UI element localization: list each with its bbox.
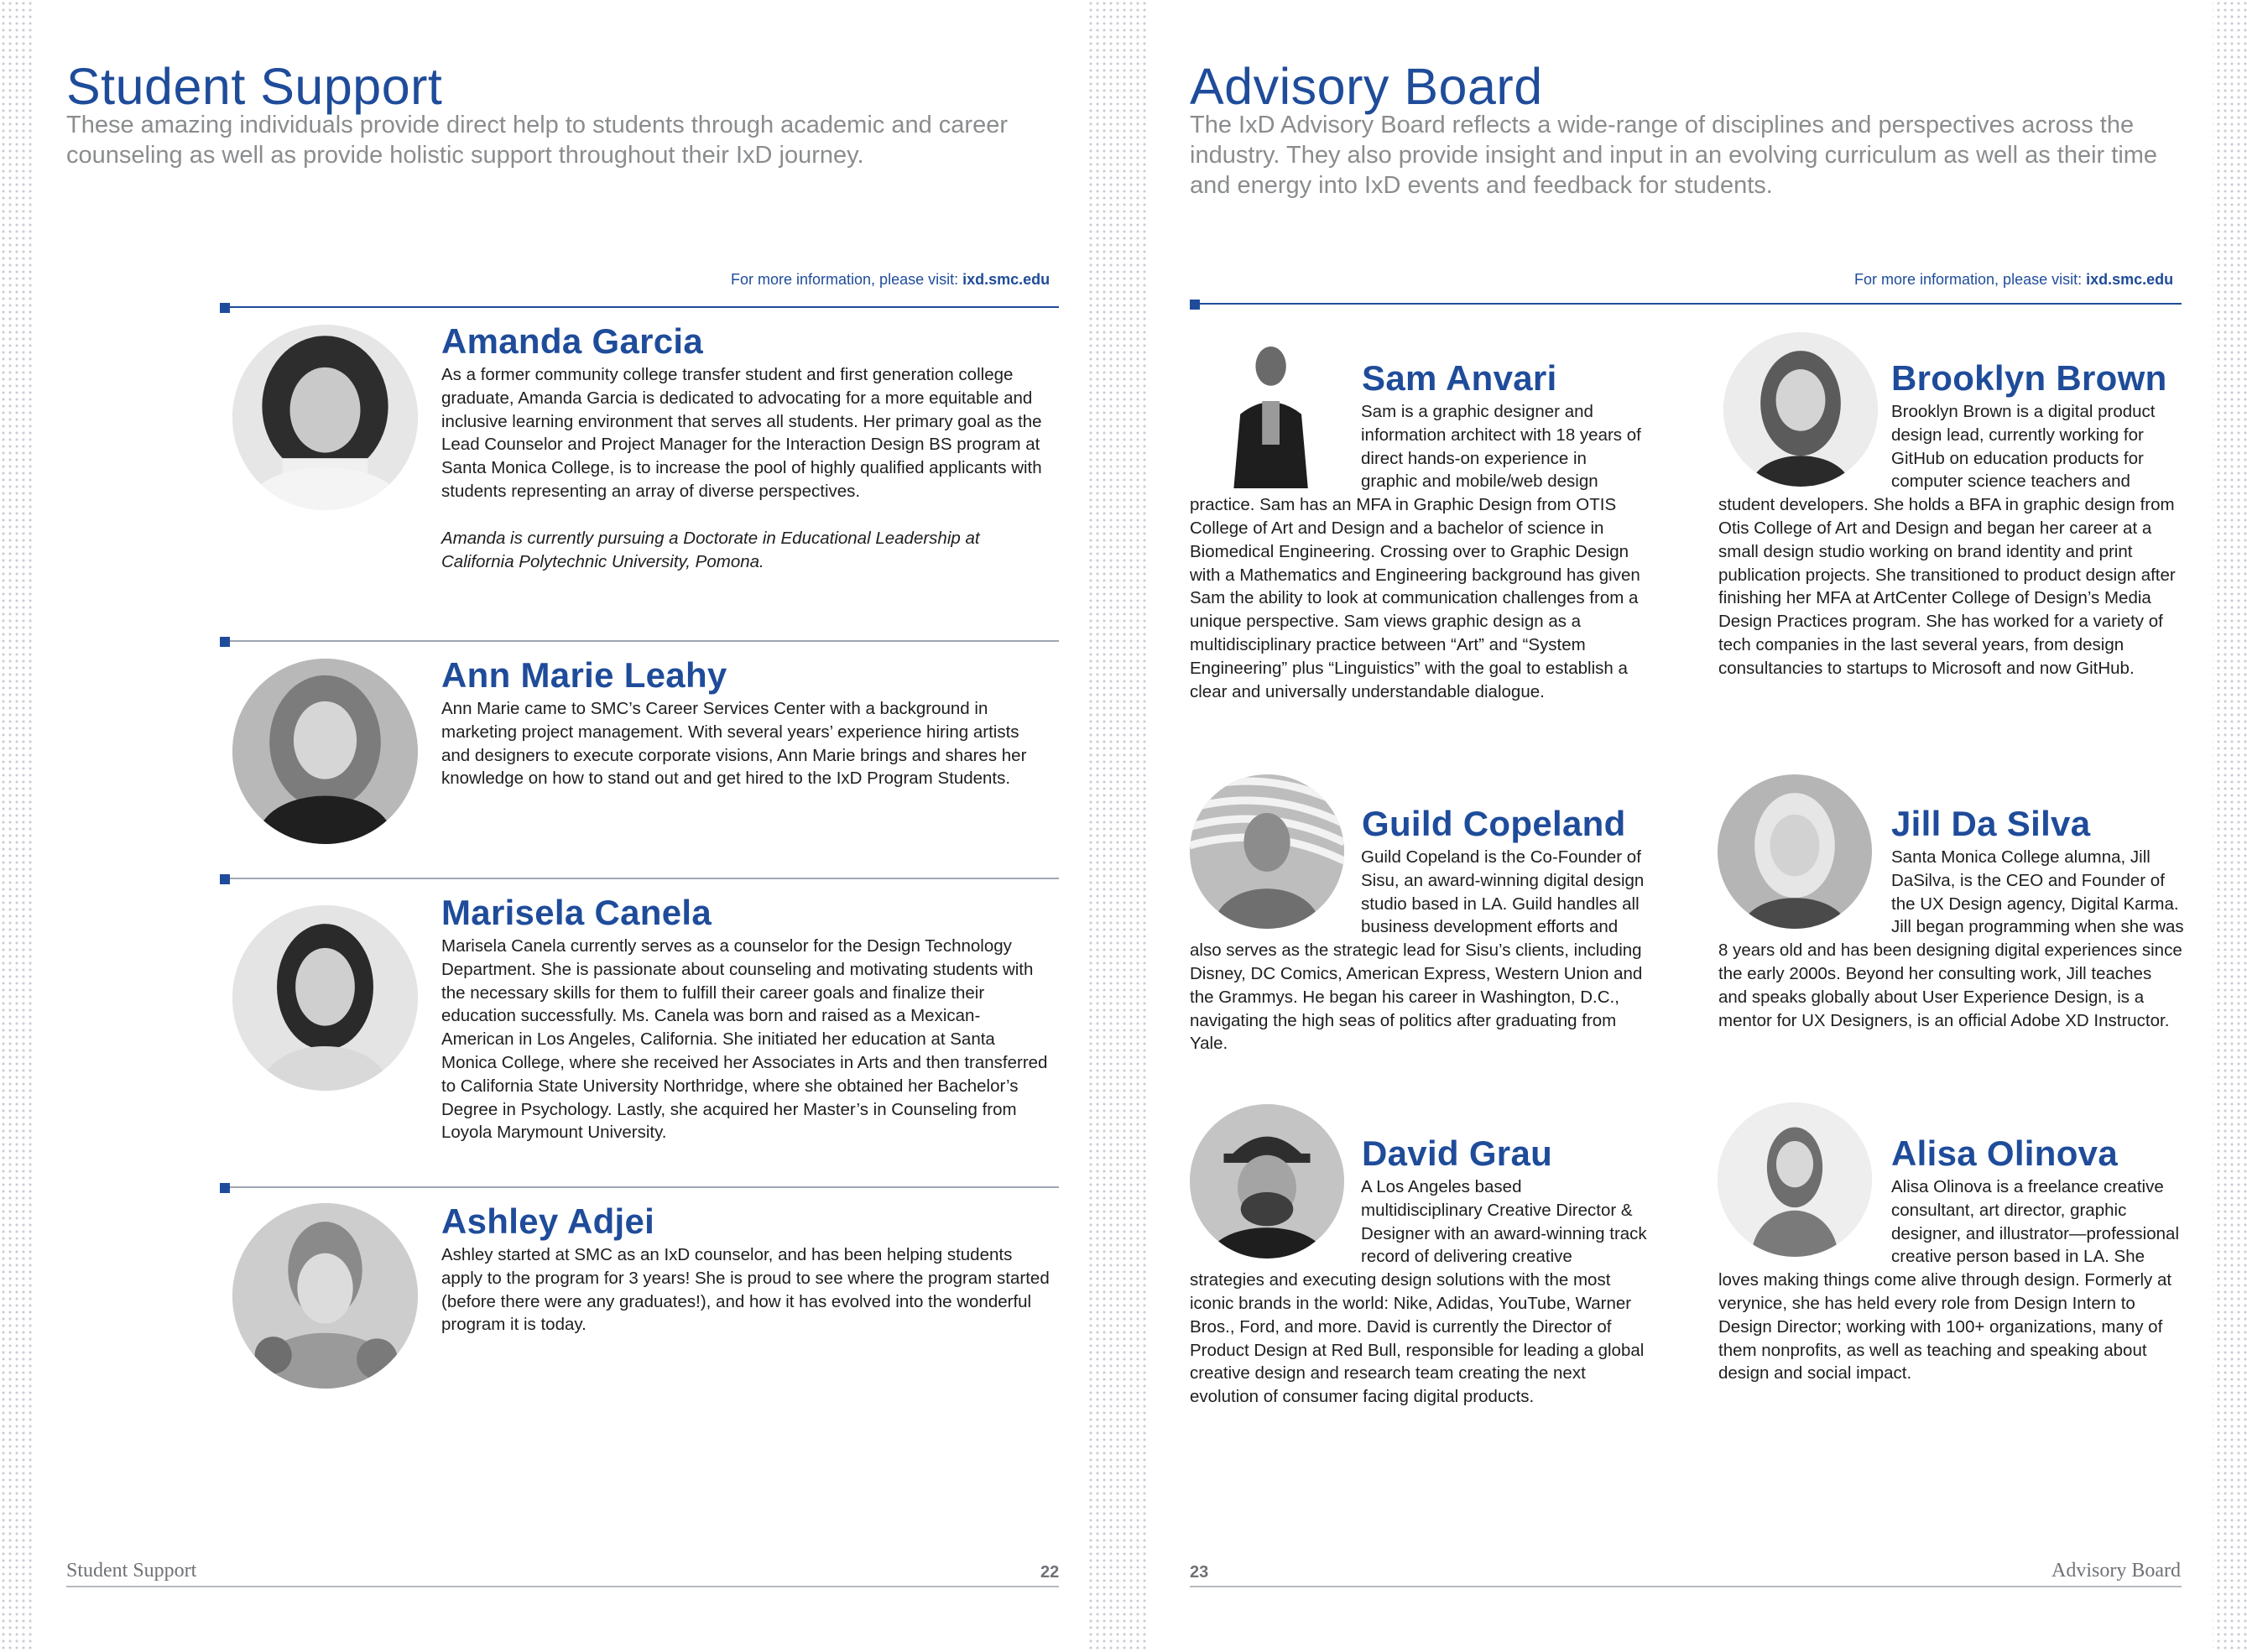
page-number: 22 bbox=[1040, 1563, 1060, 1582]
person-name: Ann Marie Leahy bbox=[441, 655, 727, 695]
person-bio: Marisela Canela currently serves as a counselor for the Design Technology Department. She is passionate about counseling and motivating students with the necessary skills for them to fulfill their career goals and finalize their education successfully. Ms. Canela was born and raised as a Mexican-American in Los Angeles, California. She initiated her education at Santa Monica College, where she received her Associates in Arts and then transferred to California State University Northridge, where she obtained her Bachelor’s Degree in Psychology. Lastly, she acquired her Master’s in Counseling from Loyola Marymount University. bbox=[441, 936, 1048, 1143]
person-bio bbox=[1718, 1175, 2184, 1385]
person-name: David Grau bbox=[1362, 1133, 1553, 1173]
section-divider bbox=[220, 878, 1059, 879]
portrait-photo bbox=[232, 325, 418, 510]
footer-divider bbox=[66, 1586, 1059, 1587]
person-bio: Ann Marie came to SMC’s Career Services Center with a background in marketing project management. With several years’ experience hiring artists and designers to execute corporate visions, Ann Marie brings and shares her knowledge on how to stand out and get hired to the IxD Program Students. bbox=[441, 699, 1027, 789]
bio-text: A Los Angeles based multidisciplinary Creative Director & Designer with an award-winning track record of delivering creative strategies and executing design solutions with the most iconic brands in the world: Nike, Adidas, YouTube, Warner Bros., Ford, and more. David is currently the Director of Product Design at Red Bull, responsible for leading a global creative design and research team creating the next evolution of consumer facing digital products. bbox=[1190, 1177, 1647, 1407]
more-info bbox=[731, 271, 1050, 289]
wrap-spacer bbox=[1718, 846, 1891, 938]
person-bio bbox=[1190, 1175, 1647, 1409]
wrap-spacer bbox=[1190, 846, 1361, 938]
bio-text: As a former community college transfer student and first generation college graduate, Amanda Garcia is dedicated to advocating for a more equitable and inclusive learning environment that serves all students. Her primary goal as the Lead Counselor and Project Manager for the Interaction Design BS program at Santa Monica College, is to increase the pool of highly qualified applicants with students representing an array of diverse perspectives. bbox=[441, 365, 1042, 501]
footer-label: Student Support bbox=[66, 1560, 197, 1582]
footer-label: Advisory Board bbox=[2051, 1560, 2181, 1582]
portrait-photo bbox=[232, 905, 418, 1091]
page-intro: The IxD Advisory Board reflects a wide-range of disciplines and perspectives across the industry. They also provide insight and input in an evolving curriculum as well as their time and energy into IxD events and feedback for students. bbox=[1190, 112, 2158, 199]
person-bio: Ashley started at SMC as an IxD counselor, and has been helping students apply to the program for 3 years! She is proud to see where the program started (before there were any graduates!), and how it has evolved into the wonderful program it is today. bbox=[441, 1245, 1050, 1335]
person-name: Marisela Canela bbox=[441, 893, 712, 932]
wrap-spacer bbox=[1718, 400, 1891, 492]
page-intro: These amazing individuals provide direct help to students through academic and career counseling as well as provide holistic support throughout their IxD journey. bbox=[66, 112, 1008, 169]
person-bio bbox=[1190, 846, 1647, 1055]
bio-text: Brooklyn Brown is a digital product design lead, currently working for GitHub on education products for computer science teachers and student developers. She holds a BFA in graphic design from Otis College of Art and Design and began her career at a small design studio working on brand identity and print publication projects. She transitioned to product design after finishing her MFA at ArtCenter College of Design’s Media Design Practices program. She has worked for a variety of tech companies in the last several years, from design consultancies to startups to Microsoft and now GitHub. bbox=[1718, 402, 2176, 678]
person-name: Amanda Garcia bbox=[441, 321, 704, 361]
bio-note: Amanda is currently pursuing a Doctorate in Educational Leadership at California Polytechnic University, Pomona. bbox=[441, 528, 980, 571]
person-bio bbox=[1718, 400, 2184, 680]
wrap-spacer bbox=[1718, 1175, 1891, 1268]
bio-text: Sam is a graphic designer and information architect with 18 years of direct hands-on experience in graphic and mobile/web design practice. Sam has an MFA in Graphic Design from OTIS College of Art and Design and a bachelor of science in Biomedical Engineering. Crossing over to Graphic Design with a Mathematics and Engineering background has given Sam the ability to look at communication challenges from a unique perspective. Sam views graphic design as a multidisciplinary practice between “Art” and “System Engineering” plus “Linguistics” with the goal to establish a clear and universally understandable dialogue. bbox=[1190, 402, 1641, 701]
portrait-photo bbox=[232, 659, 418, 844]
page-title: Student Support bbox=[66, 58, 443, 115]
wrap-spacer bbox=[1190, 1175, 1361, 1268]
person-name: Sam Anvari bbox=[1362, 358, 1557, 398]
footer-divider bbox=[1190, 1586, 2182, 1587]
person-name: Ashley Adjei bbox=[441, 1201, 655, 1241]
section-divider bbox=[220, 306, 1059, 308]
section-divider bbox=[220, 1186, 1059, 1188]
page-number: 23 bbox=[1190, 1563, 1209, 1582]
person-bio bbox=[1718, 846, 2184, 1032]
person-name: Guild Copeland bbox=[1362, 804, 1626, 843]
person-bio bbox=[1190, 400, 1647, 703]
more-info-prefix: For more information, please visit: bbox=[1854, 271, 2087, 288]
more-info bbox=[1854, 271, 2173, 289]
bio-text: Guild Copeland is the Co-Founder of Sisu, an award-winning digital design studio based in LA. Guild handles all business development efforts and also serves as the strategic lead for Sisu’s clients, including Disney, DC Comics, American Express, Western Union and the Grammys. He began his career in Washington, D.C., navigating the high seas of politics after graduating from Yale. bbox=[1190, 847, 1645, 1054]
portrait-photo bbox=[232, 1203, 418, 1389]
more-info-prefix: For more information, please visit: bbox=[731, 271, 963, 288]
bio-text: Alisa Olinova is a freelance creative consultant, art director, graphic designer, and illustrator—professional creative person based in LA. She loves making things come alive through design. Formerly at verynice, she has held every role from Design Intern to Design Director; working with 100+ organizations, many of them nonprofits, as well as teaching and speaking about design and social impact. bbox=[1718, 1177, 2179, 1384]
page-title: Advisory Board bbox=[1190, 58, 1543, 115]
person-name: Jill Da Silva bbox=[1891, 804, 2091, 843]
more-info-link[interactable]: ixd.smc.edu bbox=[2086, 271, 2174, 288]
section-divider bbox=[220, 640, 1059, 642]
more-info-link[interactable]: ixd.smc.edu bbox=[962, 271, 1051, 288]
person-name: Alisa Olinova bbox=[1891, 1133, 2118, 1173]
bio-text: Santa Monica College alumna, Jill DaSilva, is the CEO and Founder of the UX Design agency, Digital Karma. Jill began programming when she was 8 years old and has been designing digital experiences since the early 2000s. Beyond her consulting work, Jill teaches and speaks globally about User Experience Design, is a mentor for UX Designers, is an official Adobe XD Instructor. bbox=[1718, 847, 2184, 1030]
person-name: Brooklyn Brown bbox=[1891, 358, 2167, 398]
wrap-spacer bbox=[1190, 400, 1361, 492]
section-divider bbox=[1190, 303, 2182, 305]
right-page bbox=[1147, 0, 2213, 1652]
left-page bbox=[35, 0, 1088, 1652]
person-bio bbox=[441, 363, 1045, 573]
